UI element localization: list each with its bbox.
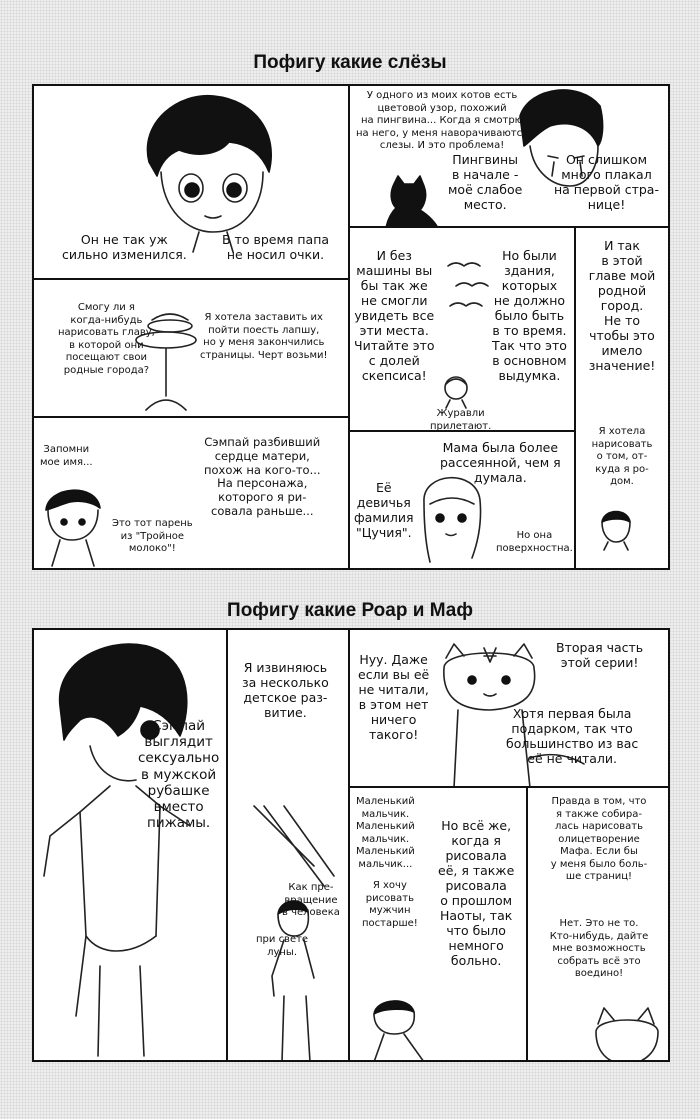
- panel-noodles-text-b: Я хотела заставить их пойти поесть лапшу, но у меня закончились страницы. Черт возьми!: [200, 312, 328, 361]
- maf-drawing: [588, 1004, 668, 1062]
- panel-hometown-text-b: Я хотела нарисовать о том, от- куда я ро- дом.: [591, 426, 653, 487]
- panel-boy-text-a: Он не так уж сильно изменился.: [62, 232, 187, 262]
- panel-cranes-text-a: И без машины вы бы так же не смогли увидеть все эти места. Читайте это с долей скепсиса!: [354, 248, 435, 383]
- panel-moonlight-text-c: при свете луны.: [256, 934, 309, 958]
- section-title-roar-maf: Пофигу какие Роар и Маф: [227, 600, 473, 621]
- panel-boy-text-b: В то время папа не носил очки.: [222, 232, 330, 262]
- cranes-drawing: [446, 258, 496, 314]
- panel-mother: [348, 430, 576, 570]
- section-title-tears: Пофигу какие слёзы: [253, 52, 447, 73]
- panel-little-boy-text-c: Но всё же, когда я рисовала её, я также рисовала о прошлом Наоты, так что было немного больно.: [438, 818, 515, 968]
- panel-mother-text-a: Мама была более рассеянной, чем я думала.: [440, 440, 561, 485]
- panel-senpai-text-c: Это тот парень из "Тройное молоко"!: [112, 518, 193, 554]
- senpai-chibi-drawing: [40, 482, 104, 566]
- panel-little-boy-text-a: Маленький мальчик. Маленький мальчик. Маленький мальчик...: [356, 796, 415, 870]
- panel-penguin-text-a: У одного из моих котов есть цветовой узор, похожий на пингвина... Когда я смотрю на него, у меня наворачиваются слезы. И это проблема!: [356, 90, 529, 151]
- panel-cranes-text-c: Журавли прилетают.: [430, 408, 492, 432]
- boy-face-drawing: [129, 92, 289, 252]
- panel-second-part-text-a: Нуу. Даже если вы её не читали, в этом нет ничего такого!: [358, 652, 430, 742]
- panel-cranes: [348, 226, 576, 432]
- panel-second-part-text-b: Вторая часть этой серии!: [556, 640, 644, 670]
- cat-drawing: [380, 176, 440, 228]
- panel-second-part-text-c: Хотя первая была подарком, так что большинство из вас её не читали.: [506, 706, 639, 766]
- crouching-boy-drawing: [364, 994, 434, 1062]
- panel-cranes-text-b: Но были здания, которых не должно было быть в то время. Так что это в основном выдумка.: [492, 248, 567, 383]
- panel-noodles: [32, 278, 350, 418]
- panel-penguin-cat: [348, 84, 670, 228]
- panel-maf: [526, 786, 670, 1062]
- panel-hometown: [574, 226, 670, 570]
- panel-moonlight-text-a: Я извиняюсь за несколько детское раз- витие.: [242, 660, 329, 720]
- panel-moonlight-text-b: Как пре- вращение в человека: [282, 882, 340, 918]
- panel-little-boy: [348, 786, 528, 1062]
- panel-noodles-text-a: Смогу ли я когда-нибудь нарисовать главу, в которой они посещают свои родные города?: [58, 302, 155, 376]
- panel-maf-text-a: Правда в том, что я также собира- лась нарисовать олицетворение Мафа. Если бы у меня было боль- ше страниц!: [550, 796, 648, 882]
- senpai-shirt-drawing: [40, 636, 220, 1056]
- panel-penguin-text-c: Он слишком много плакал на первой стра- нице!: [554, 152, 659, 212]
- panel-mother-text-c: Но она поверхностна.: [496, 530, 573, 554]
- panel-second-part: [348, 628, 670, 788]
- panel-senpai-text-a: Запомни мое имя...: [40, 444, 93, 468]
- panel-moonlight: [226, 628, 350, 1062]
- panel-senpai-text-b: Сэмпай разбивший сердце матери, похож на кого-то... На персонажа, которого я ри- совала раньше...: [204, 435, 321, 518]
- panel-hometown-text-a: И так в этой главе мой родной город. Не то чтобы это имело значение!: [588, 238, 656, 373]
- small-boy-drawing: [596, 506, 636, 550]
- panel-senpai-shirt: [32, 628, 228, 1062]
- panel-boy-face: [32, 84, 350, 280]
- panel-mother-text-b: Её девичья фамилия "Цучия".: [354, 480, 414, 540]
- panel-senpai-name: [32, 416, 350, 570]
- panel-senpai-shirt-text-a: Сэмпай выглядит сексуально в мужской рубашке вместо пижамы.: [138, 718, 220, 832]
- panel-penguin-text-b: Пингвины в начале - моё слабое место.: [448, 152, 523, 212]
- small-girl-drawing: [440, 374, 472, 408]
- panel-maf-text-b: Нет. Это не то. Кто-нибудь, дайте мне возможность собрать всё это воедино!: [549, 918, 649, 979]
- panel-little-boy-text-b: Я хочу рисовать мужчин постарше!: [362, 880, 418, 929]
